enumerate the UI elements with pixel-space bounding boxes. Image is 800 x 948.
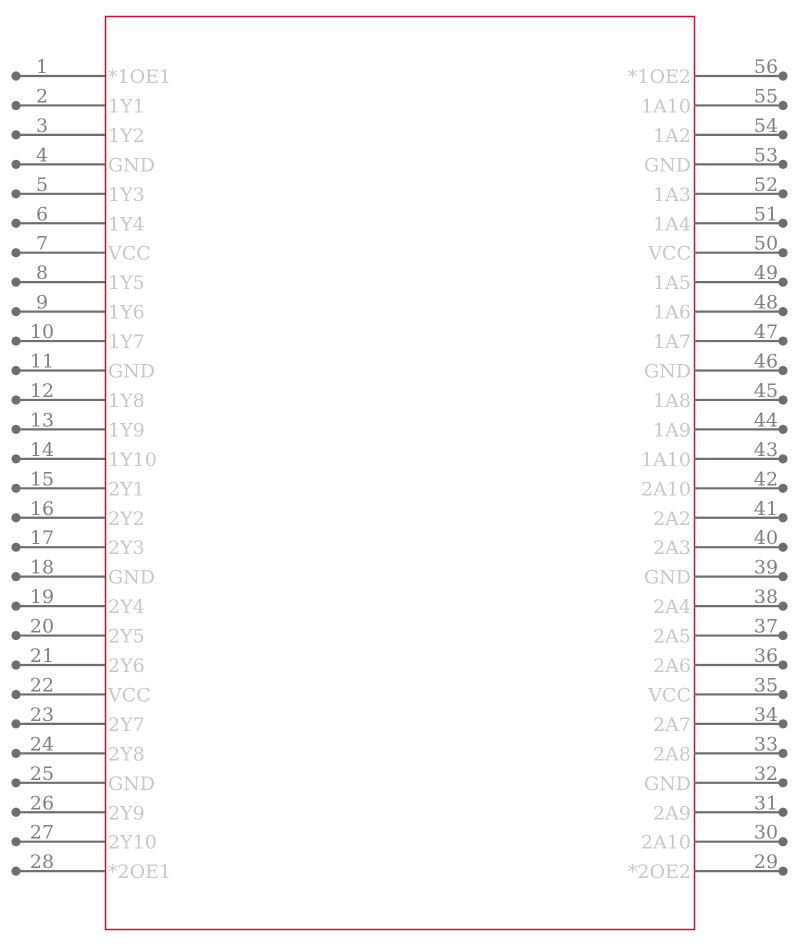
pin-label: 2Y10 bbox=[108, 831, 157, 854]
pin-label: GND bbox=[643, 566, 691, 589]
pin-label: *1OE1 bbox=[108, 66, 172, 88]
pin-34 bbox=[653, 704, 788, 736]
pin-terminal-dot bbox=[11, 543, 20, 552]
pin-number: 1 bbox=[35, 56, 49, 78]
pin-label: 1A10 bbox=[641, 95, 691, 118]
pin-terminal-dot bbox=[11, 189, 20, 198]
pin-terminal-dot bbox=[11, 395, 20, 404]
pin-25 bbox=[11, 763, 155, 795]
pin-label: 1A6 bbox=[653, 301, 691, 324]
pin-number: 17 bbox=[29, 527, 55, 550]
pin-number: 40 bbox=[753, 527, 779, 550]
pin-terminal-dot bbox=[11, 719, 20, 728]
pin-51 bbox=[653, 203, 788, 235]
pin-terminal-dot bbox=[11, 660, 20, 669]
pin-label: VCC bbox=[108, 684, 151, 707]
pin-48 bbox=[653, 292, 788, 324]
pin-terminal-dot bbox=[778, 219, 787, 228]
pin-terminal-dot bbox=[11, 248, 20, 257]
pin-label: *2OE1 bbox=[108, 861, 172, 884]
pin-label: 2Y6 bbox=[108, 655, 145, 677]
pin-label: 2Y1 bbox=[108, 478, 145, 501]
pin-number: 32 bbox=[753, 762, 779, 785]
pin-16 bbox=[11, 498, 144, 530]
pin-terminal-dot bbox=[778, 101, 787, 110]
pin-number: 35 bbox=[753, 674, 779, 697]
pin-number: 52 bbox=[753, 173, 779, 196]
pin-8 bbox=[11, 262, 144, 294]
pin-label: 1Y2 bbox=[108, 124, 145, 147]
pin-terminal-dot bbox=[778, 778, 787, 787]
pin-number: 11 bbox=[29, 350, 55, 373]
pin-terminal-dot bbox=[778, 307, 787, 316]
pin-label: VCC bbox=[108, 242, 151, 265]
pin-2 bbox=[11, 85, 144, 117]
pin-number: 26 bbox=[29, 792, 55, 815]
pin-4 bbox=[11, 144, 155, 176]
pin-terminal-dot bbox=[11, 602, 20, 611]
pin-56 bbox=[628, 56, 788, 88]
pin-terminal-dot bbox=[11, 631, 20, 640]
pin-terminal-dot bbox=[11, 160, 20, 169]
pin-label: 2A8 bbox=[653, 743, 691, 766]
pin-label: GND bbox=[108, 154, 156, 177]
pin-number: 42 bbox=[753, 468, 779, 491]
pin-label: 2Y8 bbox=[108, 743, 145, 766]
pin-1 bbox=[11, 56, 171, 88]
pin-terminal-dot bbox=[778, 543, 787, 552]
pin-terminal-dot bbox=[778, 71, 787, 80]
pin-number: 21 bbox=[29, 645, 55, 667]
pin-number: 53 bbox=[753, 144, 779, 167]
pin-7 bbox=[11, 233, 150, 265]
pin-number: 44 bbox=[753, 409, 779, 432]
pin-terminal-dot bbox=[778, 189, 787, 198]
pin-label: GND bbox=[108, 360, 156, 383]
pin-number: 56 bbox=[753, 56, 779, 78]
pin-label: 2A6 bbox=[653, 655, 691, 677]
pin-terminal-dot bbox=[778, 631, 787, 640]
pin-number: 46 bbox=[753, 350, 779, 373]
pin-50 bbox=[647, 233, 787, 265]
pin-number: 14 bbox=[29, 438, 55, 461]
pin-14 bbox=[11, 439, 156, 471]
pin-number: 16 bbox=[29, 497, 55, 520]
pin-number: 5 bbox=[35, 173, 49, 196]
pin-label: 1A10 bbox=[641, 448, 691, 471]
pin-number: 19 bbox=[29, 586, 55, 609]
pin-46 bbox=[644, 351, 788, 383]
pin-number: 25 bbox=[29, 762, 55, 785]
pin-49 bbox=[653, 262, 788, 294]
pin-terminal-dot bbox=[778, 572, 787, 581]
pin-label: VCC bbox=[648, 242, 691, 265]
pin-number: 22 bbox=[29, 674, 55, 697]
pin-terminal-dot bbox=[11, 837, 20, 846]
pin-9 bbox=[11, 292, 144, 324]
pin-number: 54 bbox=[753, 114, 779, 137]
pin-terminal-dot bbox=[11, 690, 20, 699]
pin-terminal-dot bbox=[11, 454, 20, 463]
pin-label: 2Y2 bbox=[108, 507, 145, 530]
pin-terminal-dot bbox=[778, 336, 787, 345]
pin-terminal-dot bbox=[11, 336, 20, 345]
pin-terminal-dot bbox=[11, 513, 20, 522]
pin-20 bbox=[11, 616, 144, 648]
pin-21 bbox=[11, 645, 144, 677]
pin-label: 2Y9 bbox=[108, 802, 145, 825]
pin-terminal-dot bbox=[11, 867, 20, 876]
pin-label: 2A5 bbox=[653, 625, 691, 648]
pin-label: GND bbox=[108, 566, 156, 589]
pin-number: 45 bbox=[753, 379, 779, 402]
pin-terminal-dot bbox=[778, 248, 787, 257]
pin-19 bbox=[11, 586, 144, 618]
pin-label: 1A5 bbox=[653, 272, 691, 295]
pin-22 bbox=[11, 674, 150, 706]
pin-24 bbox=[11, 733, 144, 765]
pin-label: GND bbox=[108, 772, 156, 795]
pin-terminal-dot bbox=[778, 160, 787, 169]
pin-label: 1Y7 bbox=[108, 331, 145, 354]
pin-number: 41 bbox=[753, 497, 779, 520]
pin-number: 13 bbox=[29, 409, 55, 432]
pin-number: 27 bbox=[29, 821, 55, 844]
pin-terminal-dot bbox=[11, 425, 20, 434]
pin-label: 1A3 bbox=[653, 183, 691, 206]
pin-terminal-dot bbox=[778, 484, 787, 493]
pin-45 bbox=[653, 380, 788, 412]
pin-11 bbox=[11, 351, 155, 383]
pin-number: 15 bbox=[29, 468, 55, 491]
pin-label: 1Y1 bbox=[108, 95, 145, 118]
pin-terminal-dot bbox=[11, 749, 20, 758]
pin-number: 34 bbox=[753, 703, 779, 726]
pin-40 bbox=[653, 527, 788, 559]
pin-12 bbox=[11, 380, 144, 412]
pin-30 bbox=[641, 822, 788, 854]
pin-number: 31 bbox=[753, 792, 779, 815]
pin-terminal-dot bbox=[778, 719, 787, 728]
pin-29 bbox=[628, 851, 788, 883]
pin-41 bbox=[653, 498, 788, 530]
pin-terminal-dot bbox=[11, 572, 20, 581]
left-pin-group bbox=[11, 56, 171, 883]
pin-label: 1Y9 bbox=[108, 419, 145, 442]
pin-number: 28 bbox=[29, 851, 55, 874]
pin-label: 1Y4 bbox=[108, 213, 145, 236]
pin-53 bbox=[644, 144, 788, 176]
pin-55 bbox=[641, 85, 788, 117]
pin-label: 2A7 bbox=[653, 713, 691, 736]
pin-label: 2Y5 bbox=[108, 625, 145, 648]
pin-number: 23 bbox=[29, 703, 55, 726]
pin-number: 43 bbox=[753, 438, 779, 461]
pin-terminal-dot bbox=[778, 454, 787, 463]
pin-label: 2Y7 bbox=[108, 713, 145, 736]
pin-number: 38 bbox=[753, 586, 779, 609]
pin-6 bbox=[11, 203, 144, 235]
pin-number: 37 bbox=[753, 615, 779, 638]
pin-42 bbox=[641, 468, 788, 500]
pin-terminal-dot bbox=[11, 366, 20, 375]
pin-label: 2Y4 bbox=[108, 596, 145, 619]
pin-label: GND bbox=[643, 772, 691, 795]
pin-36 bbox=[653, 645, 788, 677]
pin-number: 2 bbox=[35, 85, 49, 108]
pin-47 bbox=[653, 321, 788, 353]
pin-terminal-dot bbox=[778, 513, 787, 522]
pin-terminal-dot bbox=[778, 808, 787, 817]
pin-terminal-dot bbox=[11, 307, 20, 316]
pin-33 bbox=[653, 733, 788, 765]
pin-number: 8 bbox=[35, 262, 49, 285]
pin-terminal-dot bbox=[11, 219, 20, 228]
pin-number: 18 bbox=[29, 556, 55, 579]
pin-44 bbox=[653, 409, 788, 441]
component-body bbox=[106, 17, 695, 930]
pin-number: 48 bbox=[753, 291, 779, 314]
pin-label: 2A10 bbox=[641, 478, 691, 501]
pin-number: 47 bbox=[753, 321, 779, 344]
pin-number: 30 bbox=[753, 821, 779, 844]
pin-label: VCC bbox=[648, 684, 691, 707]
pin-17 bbox=[11, 527, 144, 559]
pin-number: 49 bbox=[753, 262, 779, 285]
pin-15 bbox=[11, 468, 144, 500]
pin-27 bbox=[11, 822, 156, 854]
pin-35 bbox=[647, 674, 787, 706]
pin-28 bbox=[11, 851, 171, 883]
pin-terminal-dot bbox=[778, 130, 787, 139]
pin-number: 51 bbox=[753, 203, 779, 226]
pin-number: 24 bbox=[29, 733, 55, 756]
pin-terminal-dot bbox=[11, 808, 20, 817]
pin-number: 39 bbox=[753, 556, 779, 579]
pin-label: 1A8 bbox=[653, 389, 691, 412]
pin-label: 1Y5 bbox=[108, 272, 145, 295]
pin-32 bbox=[644, 763, 788, 795]
pin-label: 2A3 bbox=[653, 537, 691, 560]
pin-label: 2Y3 bbox=[108, 537, 145, 560]
pin-label: *2OE2 bbox=[627, 861, 691, 884]
pin-number: 50 bbox=[753, 232, 779, 255]
pin-label: GND bbox=[643, 360, 691, 383]
pin-terminal-dot bbox=[11, 484, 20, 493]
pin-terminal-dot bbox=[778, 837, 787, 846]
pin-label: 2A2 bbox=[653, 507, 691, 530]
pin-number: 10 bbox=[29, 321, 55, 344]
pin-label: 1Y6 bbox=[108, 301, 145, 324]
pin-5 bbox=[11, 174, 144, 206]
pin-10 bbox=[11, 321, 144, 353]
pin-number: 7 bbox=[35, 232, 49, 255]
right-pin-group bbox=[628, 56, 788, 883]
pin-terminal-dot bbox=[778, 395, 787, 404]
pin-terminal-dot bbox=[778, 602, 787, 611]
pin-label: 1A2 bbox=[653, 124, 691, 147]
pin-number: 3 bbox=[35, 114, 49, 137]
pin-number: 9 bbox=[35, 291, 49, 314]
pin-terminal-dot bbox=[778, 749, 787, 758]
pin-number: 29 bbox=[753, 851, 779, 874]
pin-label: 1A9 bbox=[653, 419, 691, 442]
pin-23 bbox=[11, 704, 144, 736]
pin-label: 1A4 bbox=[653, 213, 691, 236]
pin-number: 6 bbox=[35, 203, 49, 226]
pin-terminal-dot bbox=[11, 71, 20, 80]
pin-number: 20 bbox=[29, 615, 55, 638]
pin-terminal-dot bbox=[778, 278, 787, 287]
pin-37 bbox=[653, 616, 788, 648]
pin-terminal-dot bbox=[778, 690, 787, 699]
pin-38 bbox=[653, 586, 788, 618]
pin-number: 12 bbox=[29, 379, 55, 402]
pin-39 bbox=[644, 557, 788, 589]
pin-terminal-dot bbox=[778, 366, 787, 375]
pin-terminal-dot bbox=[11, 778, 20, 787]
pin-13 bbox=[11, 409, 144, 441]
pin-number: 4 bbox=[35, 144, 49, 167]
pin-label: GND bbox=[643, 154, 691, 177]
pin-3 bbox=[11, 115, 144, 147]
pin-terminal-dot bbox=[778, 867, 787, 876]
pin-terminal-dot bbox=[778, 660, 787, 669]
pin-label: *1OE2 bbox=[627, 66, 691, 88]
pin-18 bbox=[11, 557, 155, 589]
pin-number: 36 bbox=[753, 645, 779, 667]
pin-terminal-dot bbox=[778, 425, 787, 434]
pin-label: 1Y3 bbox=[108, 183, 145, 206]
pin-terminal-dot bbox=[11, 130, 20, 139]
pin-label: 1Y10 bbox=[108, 448, 157, 471]
pin-number: 33 bbox=[753, 733, 779, 756]
pin-52 bbox=[653, 174, 788, 206]
pin-43 bbox=[641, 439, 788, 471]
pin-31 bbox=[653, 792, 788, 824]
pin-label: 2A4 bbox=[653, 596, 691, 619]
pin-terminal-dot bbox=[11, 278, 20, 287]
pin-label: 2A10 bbox=[641, 831, 691, 854]
pin-label: 1A7 bbox=[653, 331, 691, 354]
pin-terminal-dot bbox=[11, 101, 20, 110]
pin-label: 2A9 bbox=[653, 802, 691, 825]
pin-54 bbox=[653, 115, 788, 147]
pin-number: 55 bbox=[753, 85, 779, 108]
pin-label: 1Y8 bbox=[108, 389, 145, 412]
pin-26 bbox=[11, 792, 144, 824]
